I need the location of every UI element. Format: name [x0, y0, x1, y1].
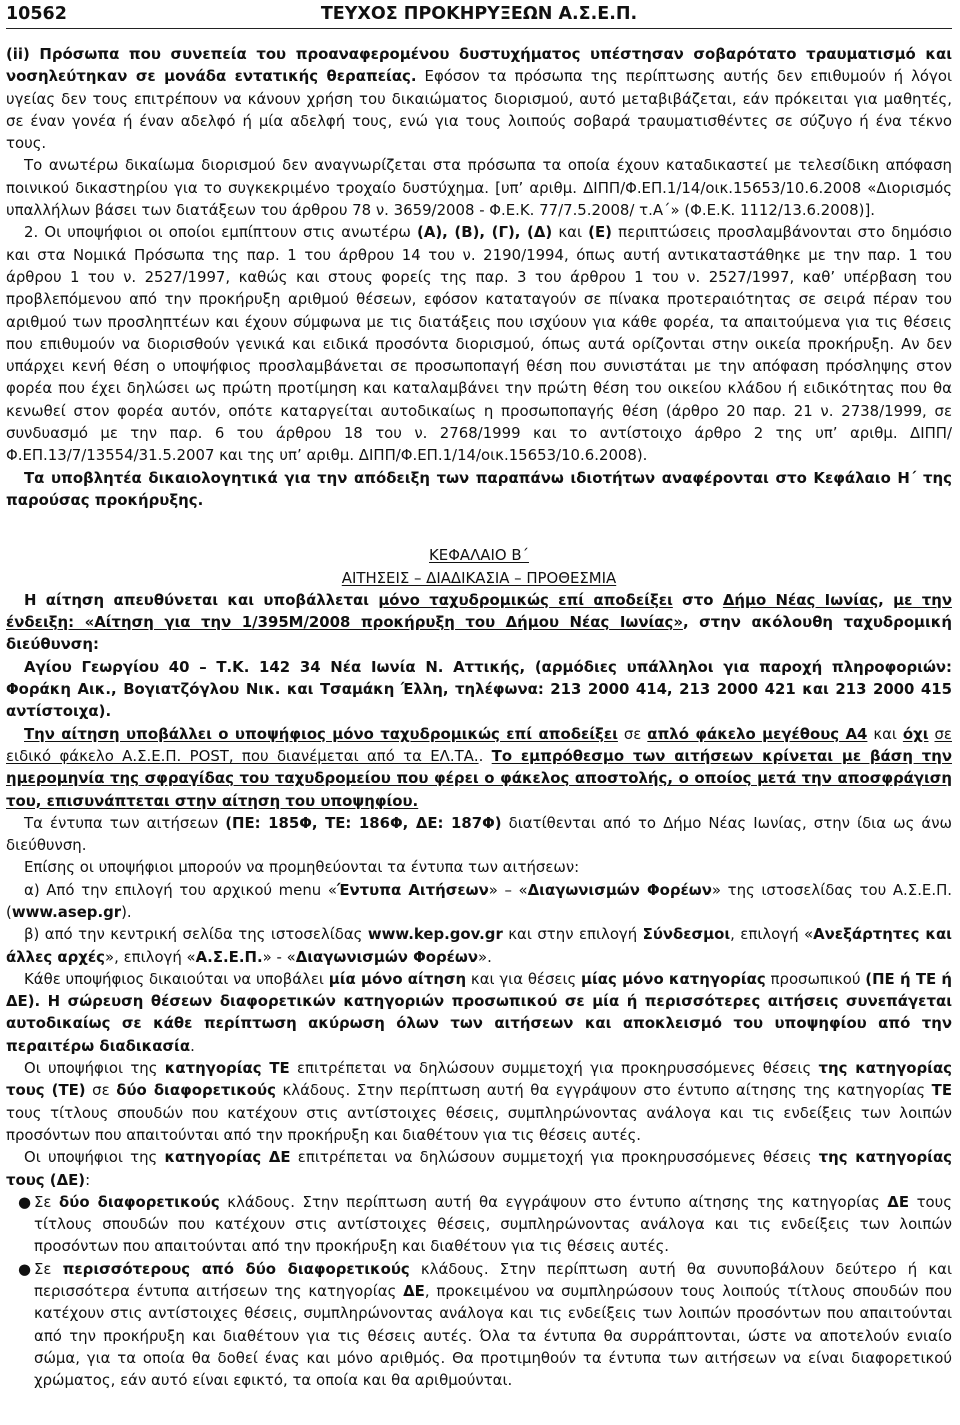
bold-run: ΔΕ: [403, 1282, 425, 1301]
underlined-run: απλό φάκελο μεγέθους Α4: [647, 724, 868, 743]
text-run: επιτρέπεται να δηλώσουν συμμετοχή για προκηρυσσόμενες θέσεις: [289, 1059, 819, 1078]
text-run: ).: [121, 902, 132, 921]
text-run: » - «: [262, 947, 296, 966]
bold-run: ,: [878, 590, 894, 609]
text-run: περιπτώσεις προσλαμβάνονται στο δημόσιο και στα Νομικά Πρόσωπα της παρ. 1 του άρθρου 14 του ν. 2190/1994, όπως αυτή αντικαταστάθηκε με την παρ. 1 του άρθρου 1 του ν. 2527/1997, καθώς και στους φορείς της παρ. 3 του άρθρου 1 του ν. 2527/1997, καθ’ υπέρβαση του προβλεπόμενου από την προκήρυξη αριθμού θέσεων, εφόσον καταταγούν σε πίνακα προτεραιότητας σε σειρά πέραν του αριθμού των προσληπτέων και έχουν σύμφωνα με τις διατάξεις που ισχύουν για κάθε φορέα, τα απαιτούμενα για τις θέσεις που επιθυμούν να διορισθούν γενικά και ειδικά προσόντα διορισμού, όπως αυτά ορίζονται στην οικεία προκήρυξη. Αν δεν υπάρχει κενή θέση ο υποψήφιος προσλαμβάνεται σε προσωποπαγή θέση που συνιστάται με την απόφαση πρόσληψης στον φορέα που έχει δηλώσει ως πρώτη προτίμηση και καταλαμβάνει την πρώτη θέση του οικείου κλάδου ή ειδικότητας που θα κενωθεί στον φορέα αυτόν, οπότε καταργείται αυτοδικαίως η προσωποπαγής θέση (άρθρο 20 παρ. 21 ν. 2738/1999, σε συνδυασμό με την παρ. 6 του άρθρου 18 του ν. 2768/1999 και το αντίστοιχο άρθρο 2 της υπ’ αριθμ. ΔΙΠΠ/Φ.ΕΠ.13/7/13554/31.5.2007 και της υπ’ αριθμ. ΔΙΠΠ/Φ.ΕΠ.1/14/οικ.15653/10.6.2008).: [6, 223, 952, 465]
underlined-run: μόνο ταχυδρομικώς επί αποδείξει: [378, 590, 673, 609]
text-run: διατίθενται από το Δήμο Νέας Ιωνίας, στην ίδια ως άνω διεύθυνση.: [6, 813, 953, 855]
text-run: Σε: [34, 1259, 63, 1278]
text-run: τους τίτλους σπουδών που κατέχουν στις αντίστοιχες θέσεις, συμπληρώνοντας ανάλογα και τις ενδείξεις των λοιπών προσόντων που απαιτούνται από την προκήρυξη και διαθέτουν για τις θέσεις αυτές.: [34, 1192, 953, 1256]
bold-run: Διαγωνισμών Φορέων: [295, 947, 479, 966]
bold-run: δύο διαφορετικούς: [116, 1081, 276, 1100]
text-run: » – «: [488, 880, 528, 899]
text-run: Τα έντυπα των αιτήσεων: [24, 813, 226, 832]
paragraph-priority-hiring: [6, 221, 952, 466]
bold-run: Α.Σ.Ε.Π.: [195, 947, 263, 966]
section-spacer: [6, 511, 952, 544]
bold-run: (Α), (Β), (Γ), (Δ): [417, 223, 553, 242]
gazette-page: [6, 0, 952, 1392]
paragraph-submission: [6, 589, 952, 656]
paragraph-supporting-documents: [6, 467, 952, 512]
paragraph-option-a: [6, 879, 952, 924]
text-run: .: [478, 746, 492, 765]
bullet-two-branches: [6, 1191, 952, 1258]
text-run: Κάθε υποψήφιος δικαιούται να υποβάλει: [24, 969, 329, 988]
bold-run: περισσότερους από δύο διαφορετικούς: [62, 1259, 410, 1278]
bold-run: μία μόνο αίτηση: [328, 969, 467, 988]
asep-website-link[interactable]: www.asep.gr: [11, 902, 122, 921]
bold-run: κατηγορίας ΔΕ: [164, 1148, 291, 1167]
page-number: 10562: [6, 4, 67, 24]
text-run: και για θέσεις: [466, 969, 582, 988]
underlined-run: όχι: [902, 724, 929, 743]
paragraph-de-category: [6, 1146, 952, 1191]
issue-title: ΤΕΥΧΟΣ ΠΡΟΚΗΡΥΞΕΩΝ Α.Σ.Ε.Π.: [320, 4, 638, 24]
body-text: [6, 43, 952, 1392]
bold-run: Τα υποβλητέα δικαιολογητικά για την απόδειξη των παραπάνω ιδιοτήτων αναφέρονται στο Κεφάλαιο Η΄ της παρούσας προκήρυξης.: [6, 468, 952, 509]
bold-run: μίας μόνο κατηγορίας: [581, 969, 766, 988]
bullet-more-branches: [6, 1258, 952, 1392]
header-rule: [6, 28, 952, 29]
bold-run: Διαγωνισμών Φορέων: [527, 880, 712, 899]
bold-run: δύο διαφορετικούς: [59, 1192, 220, 1211]
text-run: α) Από την επιλογή του αρχικού menu «: [24, 880, 337, 899]
text-run: κλάδους. Στην περίπτωση αυτή θα εγγράψουν στο έντυπο αίτησης της κατηγορίας: [275, 1081, 932, 1100]
text-run: » της ιστοσελίδας του Α.Σ.Ε.Π. (: [6, 880, 952, 921]
bold-run: Σύνδεσμοι: [642, 925, 731, 944]
text-run: σε: [85, 1081, 117, 1100]
paragraph-te-category: [6, 1057, 952, 1146]
paragraph-option-b: [6, 923, 952, 968]
bold-run: (ΠΕ: 185Φ, ΤΕ: 186Φ, ΔΕ: 187Φ): [225, 813, 502, 832]
paragraph-envelope-rules: [6, 723, 952, 812]
underlined-run: με την ένδειξη: «Αίτηση για την 1/395Μ/2008 προκήρυξη του Δήμου Νέας Ιωνίας»: [6, 590, 952, 632]
text-run: και: [552, 223, 589, 242]
text-run: », επιλογή «: [105, 947, 196, 966]
paragraph-forms-sources: Επίσης οι υποψήφιοι μπορούν να προμηθεύονται τα έντυπα των αιτήσεων:: [24, 858, 580, 877]
text-run: 2. Οι υποψήφιοι οι οποίοι εμπίπτουν στις ανωτέρω: [24, 223, 418, 242]
bold-run: ΤΕ: [931, 1081, 952, 1100]
bold-run: (ΠΕ ή ΤΕ ή ΔΕ). Η σώρευση θέσεων διαφορετικών κατηγοριών προσωπικού σε μία ή περισσότερες αιτήσεις συνεπάγεται αυτοδικαίως σε κάθε περίπτωση ακύρωση όλων των αιτήσεων και αποκλεισμό του υποψηφίου από την περαιτέρω διαδικασία: [6, 969, 952, 1055]
underlined-run: Την αίτηση υποβάλλει ο υποψήφιος μόνο ταχυδρομικώς επί αποδείξει: [24, 724, 618, 743]
bold-run: , στην ακόλουθη ταχυδρομική διεύθυνση:: [6, 613, 952, 654]
kep-website-link[interactable]: www.kep.gov.gr: [367, 925, 503, 944]
text-run: ».: [478, 947, 492, 966]
underlined-run: Το εμπρόθεσμο των αιτήσεων κρίνεται με βάση την ημερομηνία της σφραγίδας του ταχυδρομείου που φέρει ο φάκελος αποστολής, ο οποίος μετά την αποσφράγιση του, επισυνάπτεται στην αίτηση του υποψηφίου.: [6, 746, 952, 810]
text-run: τους τίτλους σπουδών που κατέχουν στις αντίστοιχες θέσεις, συμπληρώνοντας ανάλογα και τις ενδείξεις των λοιπών προσόντων που απαιτούνται από την προκήρυξη και διαθέτουν για τις θέσεις αυτές.: [6, 1103, 952, 1144]
bold-run: (Ε): [588, 223, 612, 242]
page-header: [6, 2, 952, 28]
paragraph-text: Εφόσον τα πρόσωπα της περίπτωσης αυτής δεν επιθυμούν ή λόγοι υγείας δεν τους επιτρέπουν να κάνουν χρήση του δικαιώματος διορισμού, αυτό μεταβιβάζεται, εάν πρόκειται για μαθητές, σε έναν γονέα ή έναν αδελφό ή μία αδελφή τους, ενώ για τους λοιπούς σοβαρά τραυματισθέντες σε σύζυγο ή ένα τέκνο τους.: [6, 67, 952, 153]
underlined-run: σε ειδικό φάκελο Α.Σ.Ε.Π. POST, που διανέμεται από τα ΕΛ.ΤΑ.: [6, 724, 952, 765]
underlined-run: Δήμο Νέας Ιωνίας: [722, 590, 879, 609]
text-run: β) από την κεντρική σελίδα της ιστοσελίδας: [24, 925, 368, 944]
text-run: επιτρέπεται να δηλώσουν συμμετοχή για προκηρυσσόμενες θέσεις: [290, 1148, 819, 1167]
chapter-subtitle: [6, 567, 952, 589]
paragraph-injured-persons: [6, 43, 952, 154]
bold-run: Αγίου Γεωργίου 40 – Τ.Κ. 142 34 Νέα Ιωνία Ν. Αττικής, (αρμόδιες υπάλληλοι για παροχή πληροφοριών: Φοράκη Αικ., Βογιατζόγλου Νικ. και Τσαμάκη Έλλη, τηλέφωνα: 213 2000 414, 213 2000 421 και 213 2000 415 αντίστοιχα).: [6, 657, 952, 721]
text-run: και στην επιλογή: [502, 925, 643, 944]
chapter-title: [6, 544, 952, 566]
bullet-icon: ●: [18, 1259, 31, 1278]
text-run: .: [190, 1036, 195, 1055]
text-run: κλάδους. Στην περίπτωση αυτή θα συνυποβάλουν δεύτερο ή και περισσότερα έντυπα αιτήσεων της κατηγορίας: [34, 1259, 952, 1301]
text-run: προσωπικού: [765, 969, 866, 988]
bold-run: Έντυπα Αιτήσεων: [336, 880, 489, 899]
chapter-title-text: ΚΕΦΑΛΑΙΟ Β΄: [429, 546, 529, 565]
text-run: Οι υποψήφιοι της: [24, 1059, 165, 1078]
paragraph-single-application: [6, 968, 952, 1057]
text-run: , προκειμένου να συμπληρώσουν τους λοιπούς τίτλους σπουδών που κατέχουν στις αντίστοιχες θέσεις, συμπληρώνοντας ανάλογα και τις ενδείξεις των λοιπών προσόντων που απαιτούνται από την προκήρυξη και διαθέτουν για τις θέσεις αυτές. Όλα τα έντυπα θα συρράπτονται, ώστε να αποτελούν ενιαίο σώμα, για τα οποία θα δοθεί ένας και μόνο αριθμός. Θα προτιμηθούν τα έντυπα των αιτήσεων να είναι διαφορετικού χρώματος, εάν αυτό είναι εφικτό, τα οποία και θα αριθμούνται.: [34, 1282, 952, 1390]
text-run: Σε: [34, 1192, 60, 1211]
bold-run: Η αίτηση απευθύνεται και υποβάλλεται: [24, 590, 379, 609]
text-run: και: [867, 724, 903, 743]
text-run: :: [85, 1170, 91, 1189]
paragraph-conviction-exclusion: Το ανωτέρω δικαίωμα διορισμού δεν αναγνωρίζεται στα πρόσωπα τα οποία έχουν καταδικαστεί με τελεσίδικη απόφαση ποινικού δικαστηρίου για το συγκεκριμένο τροχαίο δυστύχημα. [υπ’ αριθμ. ΔΙΠΠ/Φ.ΕΠ.1/14/οικ.15653/10.6.2008 «Διορισμός υπαλλήλων βάσει των διατάξεων του άρθρου 78 ν. 3659/2008 - Φ.Ε.Κ. 77/7.5.2008/ τ.Α΄» (Φ.Ε.Κ. 1112/13.6.2008)].: [6, 156, 952, 220]
bold-run: της κατηγορίας τους (ΤΕ): [6, 1059, 952, 1100]
paragraph-forms: [6, 812, 952, 857]
bullet-icon: ●: [18, 1192, 31, 1211]
bold-run: ΔΕ: [887, 1192, 909, 1211]
text-run: Οι υποψήφιοι της: [24, 1148, 165, 1167]
paragraph-postal-address: [6, 656, 952, 723]
text-run: , επιλογή «: [730, 925, 814, 944]
bold-run: κατηγορίας ΤΕ: [164, 1059, 290, 1078]
text-run: σε: [617, 724, 648, 743]
chapter-subtitle-text: ΑΙΤΗΣΕΙΣ – ΔΙΑΔΙΚΑΣΙΑ – ΠΡΟΘΕΣΜΙΑ: [341, 568, 617, 587]
paragraph-bold-lead: (ii) Πρόσωπα που συνεπεία του προαναφερομένου δυστυχήματος υπέστησαν σοβαρότατο τραυματισμό και νοσηλεύτηκαν σε μονάδα εντατικής θεραπείας.: [6, 45, 952, 86]
bold-run: στο: [672, 590, 723, 609]
bold-run: Ανεξάρτητες και άλλες αρχές: [6, 925, 952, 966]
bold-run: της κατηγορίας τους (ΔΕ): [6, 1148, 953, 1189]
text-run: κλάδους. Στην περίπτωση αυτή θα εγγράψουν στο έντυπο αίτησης της κατηγορίας: [219, 1192, 888, 1211]
